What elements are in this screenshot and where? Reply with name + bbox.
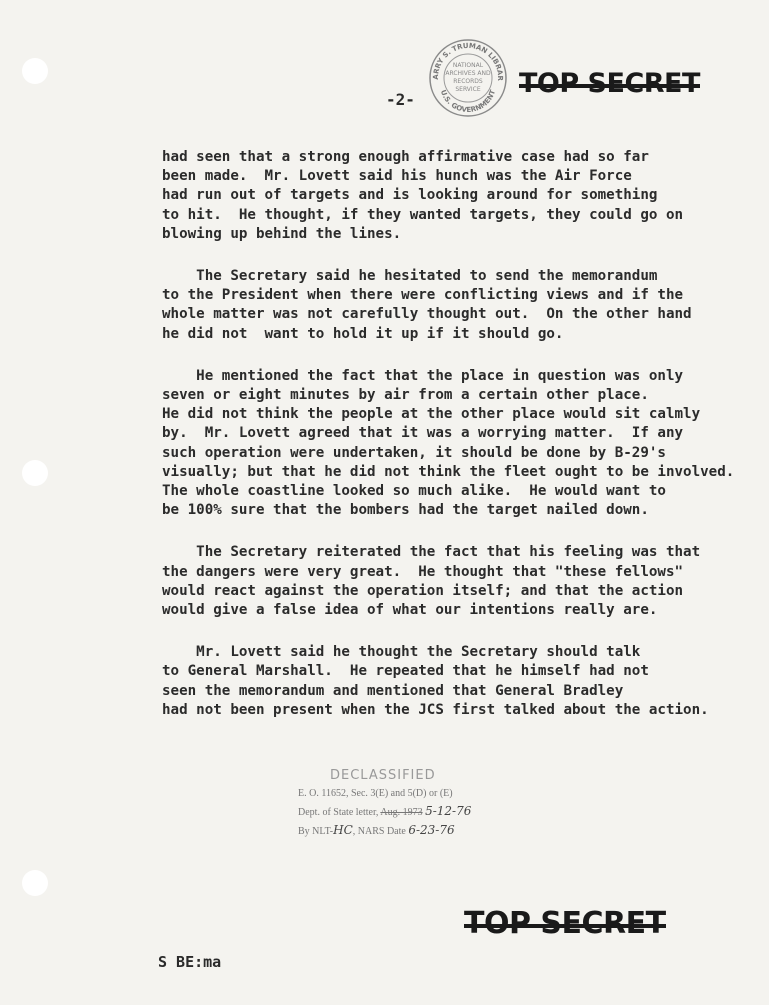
text-line: blowing up behind the lines. <box>162 225 402 242</box>
paragraph <box>162 267 692 344</box>
text-line: The whole coastline looked so much alike. He would want to <box>162 483 666 500</box>
nars-line <box>298 823 538 837</box>
state-letter-line <box>298 804 538 818</box>
seal-top-text: ARRY S. TRUMAN LIBRAR <box>431 41 505 81</box>
paragraph <box>162 367 735 521</box>
text-line: visually; but that he did not think the fleet ought to be involved. <box>162 463 735 480</box>
text-line: would give a false idea of what our intentions really are. <box>162 602 658 619</box>
paragraph <box>162 643 709 720</box>
handwritten-initials: HC <box>333 823 353 837</box>
text-line: he did not want to hold it up if it should go. <box>162 325 564 342</box>
text-line: such operation were undertaken, it should be done by B-29's <box>162 444 666 461</box>
text-line: be 100% sure that the bombers had the target nailed down. <box>162 502 649 519</box>
text-line: seven or eight minutes by air from a certain other place. <box>162 387 649 404</box>
seal-icon <box>428 38 508 118</box>
seal-bottom-text: U.S. GOVERNMENT <box>438 88 498 115</box>
archives-seal-stamp <box>428 38 508 118</box>
nars-label: , NARS Date <box>352 826 406 837</box>
text-line: to General Marshall. He repeated that he himself had not <box>162 663 649 680</box>
declassified-title: DECLASSIFIED <box>330 768 436 783</box>
punch-hole <box>22 58 48 84</box>
typist-initials: S BE:ma <box>158 953 222 971</box>
punch-hole <box>22 870 48 896</box>
struck-date: Aug. 1973 <box>380 807 423 818</box>
handwritten-date: 5-12-76 <box>425 804 472 818</box>
text-line: had run out of targets and is looking around for something <box>162 187 658 204</box>
text-line: by. Mr. Lovett agreed that it was a worrying matter. If any <box>162 425 684 442</box>
text-line: He did not think the people at the other place would sit calmly <box>162 406 701 423</box>
declassification-stamp <box>298 768 538 837</box>
text-line: to the President when there were conflicting views and if the <box>162 287 684 304</box>
text-line: He mentioned the fact that the place in question was only <box>162 367 684 384</box>
seal-line: SERVICE <box>455 86 481 93</box>
text-line: had seen that a strong enough affirmative case had so far <box>162 149 649 165</box>
text-line: to hit. He thought, if they wanted targets, they could go on <box>162 206 684 223</box>
text-line: whole matter was not carefully thought out. On the other hand <box>162 306 692 323</box>
paragraph <box>162 148 682 244</box>
text-line: the dangers were very great. He thought that "these fellows" <box>162 563 684 580</box>
text-line: would react against the operation itself; and that the action <box>162 582 684 599</box>
seal-line: ARCHIVES AND <box>445 70 491 77</box>
seal-line: NATIONAL <box>452 62 484 69</box>
text-line: Mr. Lovett said he thought the Secretary should talk <box>162 644 641 661</box>
text-line: The Secretary said he hesitated to send the memorandum <box>162 268 658 285</box>
text-line: seen the memorandum and mentioned that General Bradley <box>162 682 624 699</box>
by-label: By NLT- <box>298 826 334 837</box>
classification-stamp-bottom <box>464 906 666 941</box>
handwritten-nars-date: 6-23-76 <box>408 823 455 837</box>
memo-body <box>162 148 735 720</box>
text-line: had not been present when the JCS first talked about the action. <box>162 701 709 718</box>
classification-stamp-top <box>519 68 700 99</box>
strike-line <box>464 924 666 928</box>
state-letter-label: Dept. of State letter, <box>298 807 379 818</box>
page-number: -2- <box>386 90 415 109</box>
declassification-authority: E. O. 11652, Sec. 3(E) and 5(D) or (E) <box>298 788 453 799</box>
paragraph <box>162 543 701 620</box>
seal-line: RECORDS <box>453 78 483 85</box>
punch-hole <box>22 460 48 486</box>
strike-line <box>519 84 700 88</box>
text-line: been made. Mr. Lovett said his hunch was the Air Force <box>162 168 632 185</box>
text-line: The Secretary reiterated the fact that his feeling was that <box>162 544 701 561</box>
